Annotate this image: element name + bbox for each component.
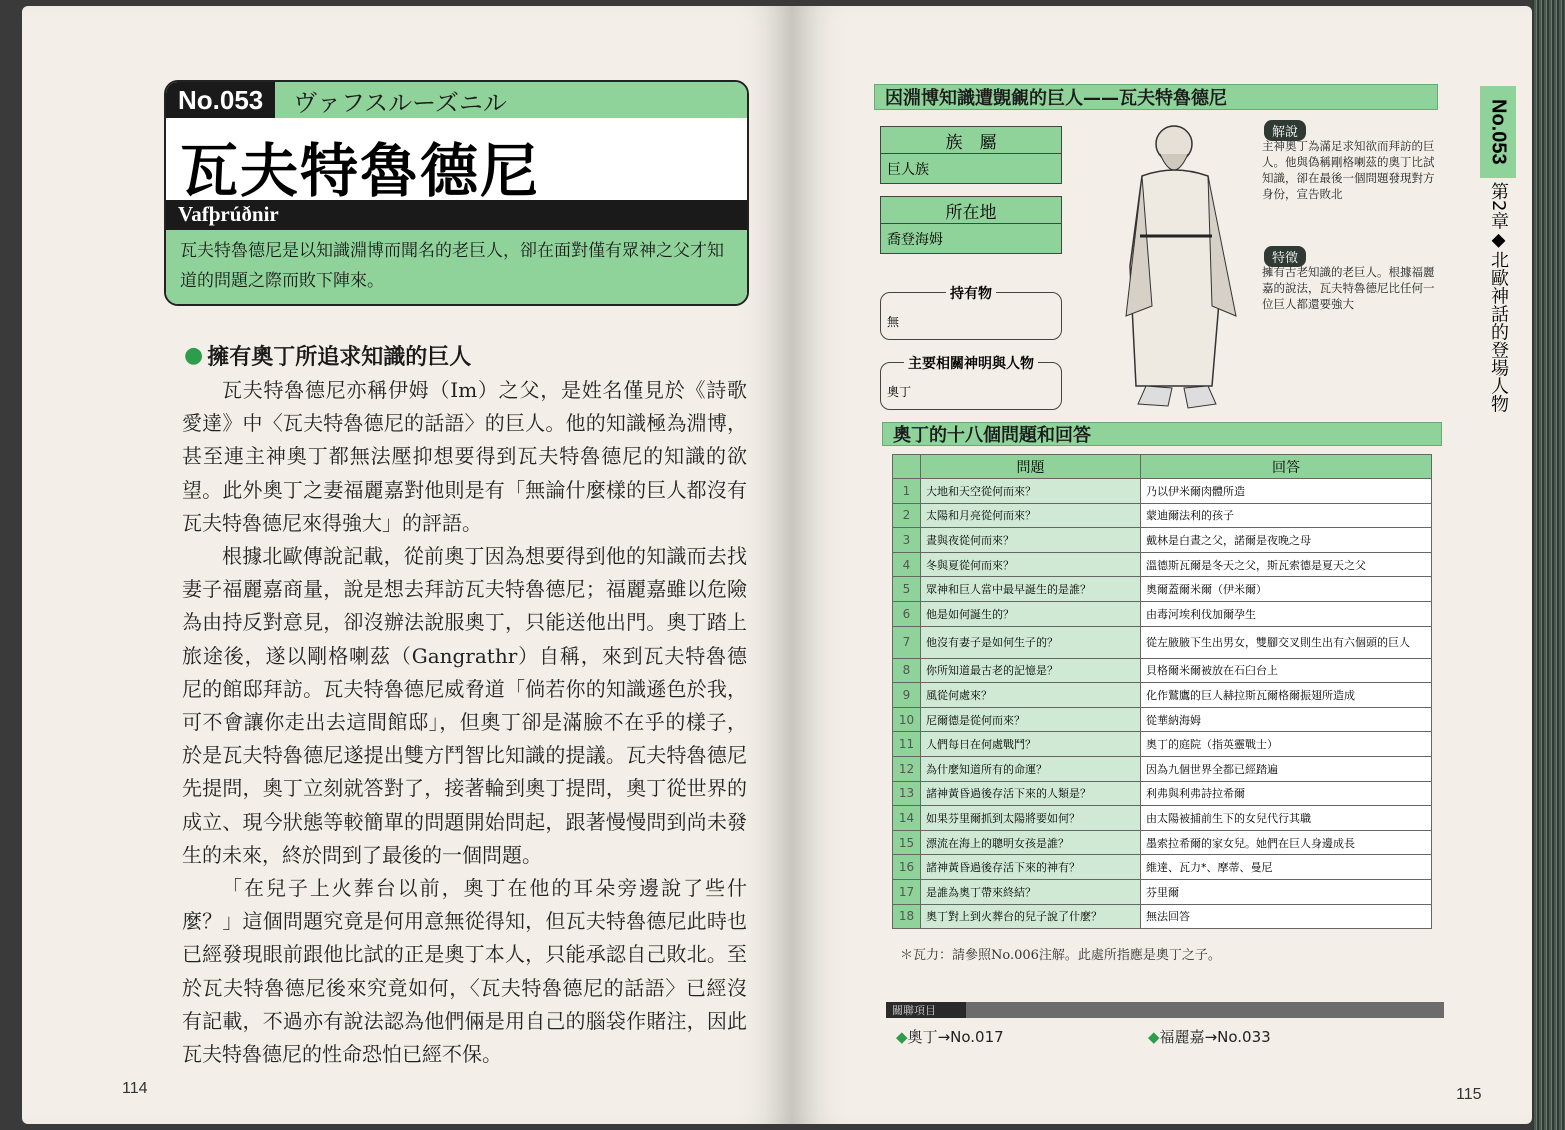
location-label: 所在地 [880, 196, 1062, 224]
diamond-icon: ◆ [896, 1028, 908, 1046]
qa-row [893, 879, 1432, 904]
qa-answer: 化作鷲鷹的巨人赫拉斯瓦爾格爾振翅所造成 [1141, 683, 1432, 708]
page-number-left: 114 [122, 1080, 148, 1097]
qa-number: 4 [893, 552, 921, 577]
qa-answer: 乃以伊米爾肉體所造 [1141, 479, 1432, 504]
qa-question: 人們每日在何處戰鬥？ [921, 732, 1141, 757]
qa-number: 18 [893, 904, 921, 929]
paragraph: 「在兒子上火葬台以前，奧丁在他的耳朵旁邊說了些什麼？」這個問題究竟是何用意無從得知，但瓦夫特魯德尼此時也已經發現眼前跟他比試的正是奧丁本人，只能承認自己敗北。至於瓦夫特魯德尼後來究竟如何，〈瓦夫特魯德尼的話語〉已經沒有記載，不過亦有說法認為他們倆是用自己的腦袋作賭注，因此瓦夫特魯德尼的性命恐怕已經不保。 [182, 876, 747, 1067]
location-value: 喬登海姆 [880, 224, 1062, 254]
profile-header: 因淵博知識遭覬覦的巨人——瓦夫特魯德尼 [874, 84, 1438, 110]
qa-row [893, 552, 1432, 577]
related-item-ref: →No.033 [1204, 1028, 1271, 1046]
qa-number: 16 [893, 855, 921, 880]
tribe-value: 巨人族 [880, 154, 1062, 184]
entry-number: No.053 [166, 82, 275, 118]
qa-col-answer: 回答 [1141, 455, 1432, 479]
traits-tag: 特徵 [1264, 246, 1306, 267]
qa-number: 17 [893, 879, 921, 904]
related-item-frigg[interactable] [1148, 1026, 1271, 1047]
explanation-text: 主神奧丁為滿足求知欲而拜訪的巨人。他與偽稱剛格喇茲的奧丁比試知識，卻在最後一個問題發現對方身份，宣告敗北 [1262, 139, 1435, 201]
qa-question: 諸神黃昏過後存活下來的人類是？ [921, 781, 1141, 806]
qa-number: 2 [893, 503, 921, 528]
chapter-tab [1480, 86, 1524, 506]
qa-number: 15 [893, 830, 921, 855]
qa-answer: 無法回答 [1141, 904, 1432, 929]
related-figures-value: 奧丁 [887, 385, 912, 399]
right-page [792, 6, 1532, 1124]
qa-number: 11 [893, 732, 921, 757]
entry-title: 瓦夫特魯德尼 [180, 137, 541, 205]
book-edge [1532, 0, 1565, 1130]
qa-row [893, 601, 1432, 626]
qa-number: 1 [893, 479, 921, 504]
possessions-box [880, 286, 1062, 340]
giant-illustration [1112, 116, 1262, 416]
qa-question: 他沒有妻子是如何生子的？ [921, 626, 1141, 658]
qa-number: 5 [893, 577, 921, 602]
qa-row [893, 855, 1432, 880]
qa-question: 他是如何誕生的？ [921, 601, 1141, 626]
paragraph: 根據北歐傳說記載，從前奧丁因為想要得到他的知識而去找妻子福麗嘉商量，說是想去拜訪瓦夫特魯德尼；福麗嘉雖以危險為由持反對意見，卻沒辦法說服奧丁，只能送他出門。奧丁踏上旅途後，遂以剛格喇茲（Gangrathr）自稱，來到瓦夫特魯德尼的館邸拜訪。瓦夫特魯德尼威脅道「倘若你的知識遜色於我，可不會讓你走出去這間館邸」，但奧丁卻是滿臉不在乎的樣子，於是瓦夫特魯德尼遂提出雙方鬥智比知識的提議。瓦夫特魯德尼先提問，奧丁立刻就答對了，接著輪到奧丁提問，奧丁從世界的成立、現今狀態等較簡單的問題開始問起，跟著慢慢問到尚未發生的未來，終於問到了最後的一個問題。 [182, 544, 747, 867]
qa-row [893, 503, 1432, 528]
body-text [182, 374, 747, 1071]
qa-number: 14 [893, 806, 921, 831]
section-heading [184, 340, 471, 371]
qa-row [893, 626, 1432, 658]
entry-kana: ヴァフスルーズニル [293, 88, 507, 117]
tab-number: No.053 [1480, 86, 1516, 178]
qa-number: 8 [893, 658, 921, 683]
qa-row [893, 830, 1432, 855]
qa-row [893, 904, 1432, 929]
entry-lead: 瓦夫特魯德尼是以知識淵博而聞名的老巨人，卻在面對僅有眾神之父才知道的問題之際而敗下陣來。 [166, 230, 747, 306]
qa-answer: 由太陽被捕前生下的女兒代行其職 [1141, 806, 1432, 831]
qa-answer: 利弗與利弗詩拉希爾 [1141, 781, 1432, 806]
qa-question: 為什麼知道所有的命運？ [921, 756, 1141, 781]
qa-row [893, 683, 1432, 708]
qa-answer: 因為九個世界全都已經踏遍 [1141, 756, 1432, 781]
qa-number: 9 [893, 683, 921, 708]
qa-answer: 墨索拉希爾的家女兒。她們在巨人身邊成長 [1141, 830, 1432, 855]
qa-table-body [893, 479, 1432, 929]
qa-number: 3 [893, 528, 921, 553]
qa-question: 太陽和月亮從何而來？ [921, 503, 1141, 528]
related-item-name: 奧丁 [907, 1028, 938, 1046]
related-item-odin[interactable] [896, 1026, 1004, 1047]
qa-question: 諸神黃昏過後存活下來的神有？ [921, 855, 1141, 880]
diamond-icon: ◆ [1148, 1028, 1160, 1046]
qa-col-number [893, 455, 921, 479]
qa-answer: 奧爾蓋爾米爾（伊米爾） [1141, 577, 1432, 602]
bullet-icon: ● [184, 343, 204, 368]
left-page [22, 6, 792, 1124]
footnote: ＊瓦力：請參照No.006注解。此處所指應是奧丁之子。 [900, 948, 1221, 963]
tab-chapter: 第2章◆北歐神話的登場人物 [1488, 182, 1509, 413]
qa-question: 晝與夜從何而來？ [921, 528, 1141, 553]
qa-row [893, 756, 1432, 781]
related-items-bar [886, 1002, 1444, 1018]
qa-question: 眾神和巨人當中最早誕生的是誰？ [921, 577, 1141, 602]
qa-row [893, 707, 1432, 732]
qa-number: 10 [893, 707, 921, 732]
qa-number: 6 [893, 601, 921, 626]
qa-question: 尼爾德是從何而來？ [921, 707, 1141, 732]
qa-question: 如果芬里爾抓到太陽將要如何？ [921, 806, 1141, 831]
possessions-label: 持有物 [946, 286, 996, 302]
qa-answer: 維達、瓦力*、摩蒂、曼尼 [1141, 855, 1432, 880]
section-heading-text: 擁有奧丁所追求知識的巨人 [207, 345, 472, 370]
qa-answer: 從華納海姆 [1141, 707, 1432, 732]
qa-header: 奧丁的十八個問題和回答 [882, 422, 1442, 446]
qa-question: 漂流在海上的聰明女孩是誰？ [921, 830, 1141, 855]
qa-row [893, 577, 1432, 602]
qa-row [893, 781, 1432, 806]
qa-question: 風從何處來？ [921, 683, 1141, 708]
qa-answer: 芬里爾 [1141, 879, 1432, 904]
related-items-label: 關聯項目 [886, 1002, 966, 1018]
qa-question: 大地和天空從何而來？ [921, 479, 1141, 504]
qa-answer: 從左腋腋下生出男女，雙腳交叉則生出有六個頭的巨人 [1141, 626, 1432, 658]
qa-col-question: 問題 [921, 455, 1141, 479]
entry-header [164, 80, 749, 306]
paragraph: 瓦夫特魯德尼亦稱伊姆（Im）之父，是姓名僅見於《詩歌愛達》中〈瓦夫特魯德尼的話語〉的巨人。他的知識極為淵博，甚至連主神奧丁都無法壓抑想要得到瓦夫特魯德尼的知識的欲望。此外奧丁之妻福麗嘉對他則是有「無論什麼樣的巨人都沒有瓦夫特魯德尼來得強大」的評語。 [182, 378, 747, 535]
traits-text: 擁有古老知識的老巨人。根據福麗嘉的說法，瓦夫特魯德尼比任何一位巨人都還要強大 [1262, 265, 1435, 311]
qa-row [893, 479, 1432, 504]
qa-question: 奧丁對上到火葬台的兒子說了什麼？ [921, 904, 1141, 929]
qa-answer: 貝格爾米爾被放在石臼台上 [1141, 658, 1432, 683]
qa-number: 13 [893, 781, 921, 806]
explanation-tag: 解說 [1264, 120, 1306, 141]
related-item-name: 福麗嘉 [1159, 1028, 1205, 1046]
qa-question: 冬與夏從何而來？ [921, 552, 1141, 577]
entry-number-bar [166, 82, 747, 118]
qa-answer: 溫德斯瓦爾是冬天之父，斯瓦索德是夏天之父 [1141, 552, 1432, 577]
qa-answer: 由毒河埃利伐加爾孕生 [1141, 601, 1432, 626]
qa-row [893, 528, 1432, 553]
qa-question: 是誰為奧丁帶來終結？ [921, 879, 1141, 904]
page-number-right: 115 [1456, 1086, 1482, 1103]
related-figures-label: 主要相關神明與人物 [904, 356, 1038, 372]
qa-answer: 蒙迪爾法利的孩子 [1141, 503, 1432, 528]
qa-answer: 奧丁的庭院（指英靈戰士） [1141, 732, 1432, 757]
qa-number: 12 [893, 756, 921, 781]
qa-table [892, 454, 1432, 929]
qa-answer: 戴林是白晝之父，諾爾是夜晚之母 [1141, 528, 1432, 553]
qa-row [893, 806, 1432, 831]
qa-number: 7 [893, 626, 921, 658]
possessions-value: 無 [887, 315, 900, 329]
tribe-label: 族 屬 [880, 126, 1062, 154]
entry-english-name: Vafþrúðnir [166, 200, 747, 230]
qa-question: 你所知道最古老的記憶是？ [921, 658, 1141, 683]
qa-row [893, 732, 1432, 757]
qa-row [893, 658, 1432, 683]
related-item-ref: →No.017 [937, 1028, 1004, 1046]
related-figures-box [880, 356, 1062, 410]
